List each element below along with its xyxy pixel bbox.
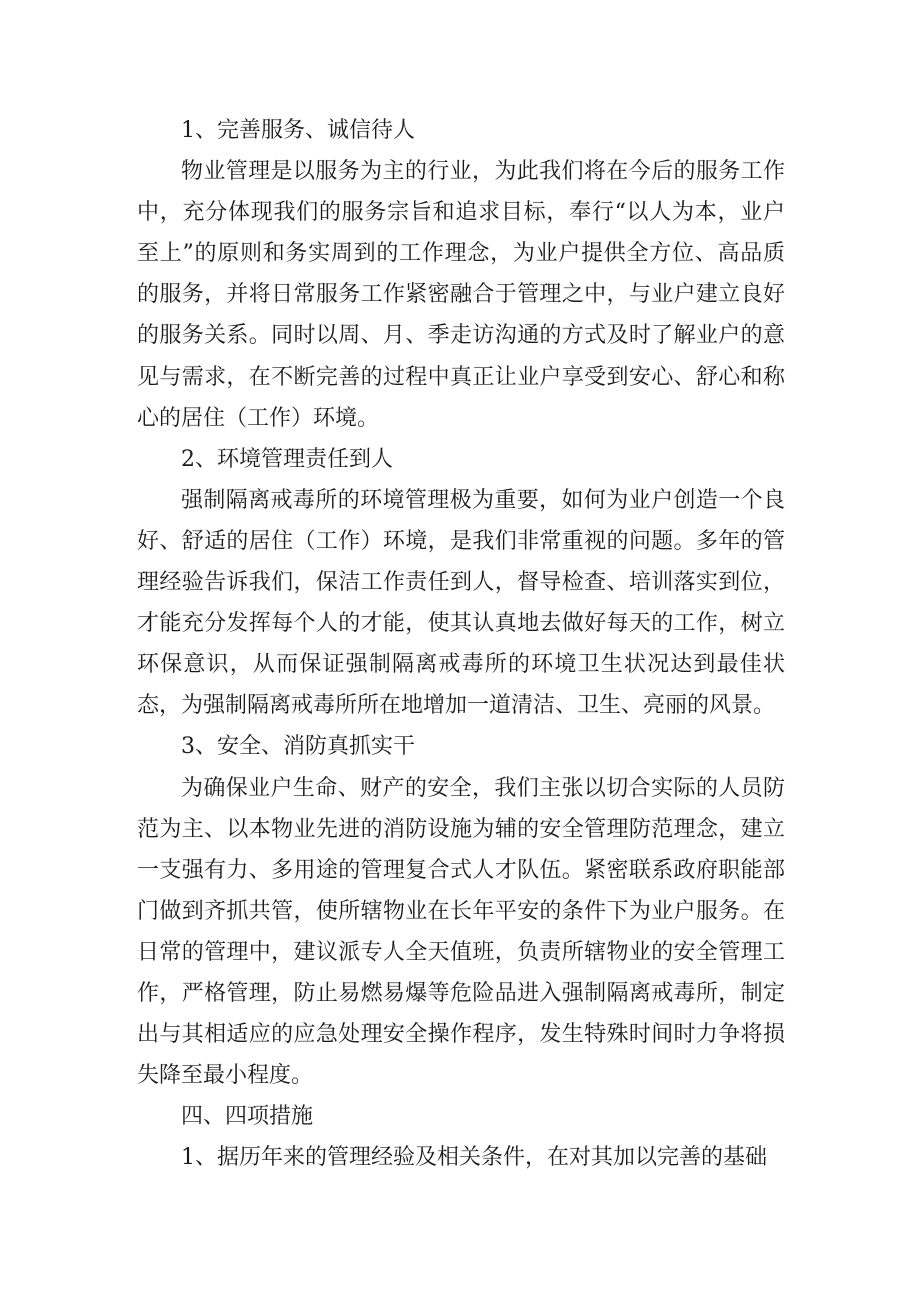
paragraph-environment: 强制隔离戒毒所的环境管理极为重要，如何为业户创造一个良好、舒适的居住（工作）环境，是我们非常重视的问题。多年的管理经验告诉我们，保洁工作责任到人，督导检查、培训落实到位，才能充分发挥每个人的才能，使其认真地去做好每天的工作，树立环保意识，从而保证强制隔离戒毒所的环境卫生状况达到最佳状态，为强制隔离戒毒所所在地增加一道清洁、卫生、亮丽的风景。 xyxy=(137,487,785,719)
paragraph-measures-1: 1、据历年来的管理经验及相关条件，在对其加以完善的基础 xyxy=(181,1145,767,1171)
document-body xyxy=(137,110,785,1178)
section-heading-measures: 四、四项措施 xyxy=(181,1104,314,1130)
section-heading-environment: 2、环境管理责任到人 xyxy=(181,446,393,472)
paragraph-safety: 为确保业户生命、财产的安全，我们主张以切合实际的人员防范为主、以本物业先进的消防设施为辅的安全管理防范理念，建立一支强有力、多用途的管理复合式人才队伍。紧密联系政府职能部门做到齐抓共管，使所辖物业在长年平安的条件下为业户服务。在日常的管理中，建议派专人全天值班，负责所辖物业的安全管理工作，严格管理，防止易燃易爆等危险品进入强制隔离戒毒所，制定出与其相适应的应急处理安全操作程序，发生特殊时间时力争将损失降至最小程度。 xyxy=(137,775,785,1089)
paragraph-service: 物业管理是以服务为主的行业，为此我们将在今后的服务工作中，充分体现我们的服务宗旨和追求目标，奉行“以人为本，业户至上”的原则和务实周到的工作理念，为业户提供全方位、高品质的服务，并将日常服务工作紧密融合于管理之中，与业户建立良好的服务关系。同时以周、月、季走访沟通的方式及时了解业户的意见与需求，在不断完善的过程中真正让业户享受到安心、舒心和称心的居住（工作）环境。 xyxy=(137,159,785,431)
section-heading-safety: 3、安全、消防真抓实干 xyxy=(181,734,415,760)
section-heading-service: 1、完善服务、诚信待人 xyxy=(181,118,415,143)
